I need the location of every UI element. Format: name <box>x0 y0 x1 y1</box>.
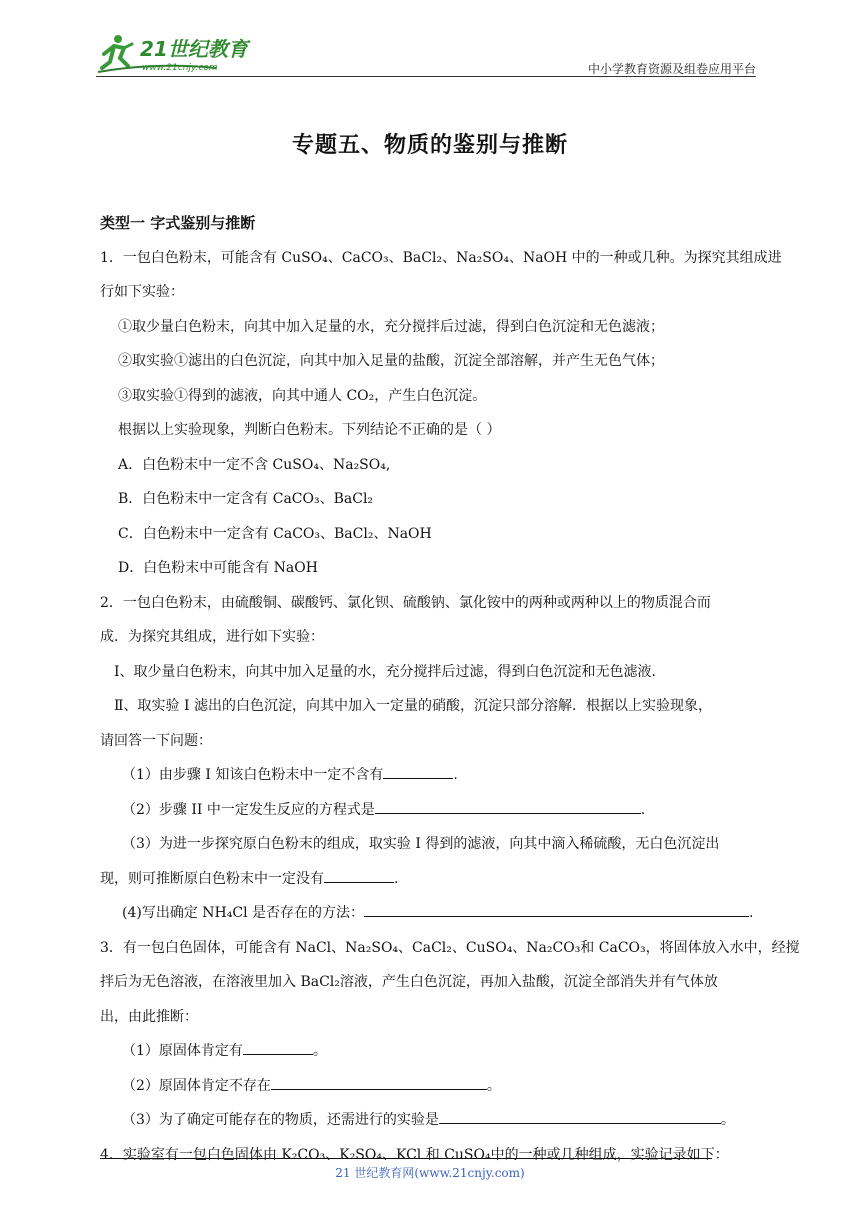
svg-text:www.21cnjy.com: www.21cnjy.com <box>142 63 218 73</box>
header-platform-text: 中小学教育资源及组卷应用平台 <box>587 62 756 76</box>
q2-part3-line2: 现，则可推断原白色粉末中一定没有 . <box>100 862 765 897</box>
answer-blank[interactable] <box>439 1109 721 1124</box>
q1-step2: ②取实验①滤出的白色沉淀，向其中加入足量的盐酸，沉淀全部溶解，并产生无色气体； <box>118 353 664 369</box>
q2-step2-line1: Ⅱ、取实验 I 滤出的白色沉淀，向其中加入一定量的硝酸，沉淀只部分溶解．根据以上实验现象， <box>114 698 712 714</box>
q2-part4: (4)写出确定 NH₄Cl 是否存在的方法： . <box>100 896 765 931</box>
q1-option-a: A．白色粉末中一定不含 CuSO₄、Na₂SO₄, <box>118 456 391 473</box>
section-title: 类型一 字式鉴别与推断 <box>100 214 256 232</box>
answer-blank[interactable] <box>375 799 641 814</box>
q1-stem-line2: 行如下实验： <box>100 284 184 300</box>
answer-blank[interactable] <box>271 1075 487 1090</box>
q1-step3: ③取实验①得到的滤液，向其中通人 CO₂，产生白色沉淀。 <box>118 387 487 404</box>
q2-step2-line2: 请回答一下问题： <box>100 732 212 749</box>
q2-part3-line1: （3）为进一步探究原白色粉末的组成，取实验 I 得到的滤液，向其中滴入稀硫酸，无白色沉淀出 <box>122 836 720 852</box>
q2-stem-line1: 2．一包白色粉末，由硫酸铜、碳酸钙、氯化钡、硫酸钠、氯化铵中的两种或两种以上的物质混合而 <box>100 594 711 611</box>
answer-blank[interactable] <box>383 764 453 779</box>
document-title: 专题五、物质的鉴别与推断 <box>291 132 568 158</box>
document-body <box>100 206 800 1172</box>
q4-stem-line1: 4．实验室有一包白色固体由 K₂CO₃、K₂SO₄、KCl 和 CuSO₄中的一种或几种组成，实验记录如下： <box>100 1146 729 1163</box>
q1-option-b: B．白色粉末中一定含有 CaCO₃、BaCl₂ <box>118 491 374 507</box>
q3-part1: （1）原固体肯定有 。 <box>100 1034 765 1069</box>
q3-part2: （2）原固体肯定不存在 。 <box>100 1069 765 1104</box>
q2-part1: （1）由步骤 I 知该白色粉末中一定不含有 . <box>100 758 765 793</box>
q2-stem-line2: 成．为探究其组成，进行如下实验： <box>100 629 324 645</box>
q1-step1: ①取少量白色粉末，向其中加入足量的水，充分搅拌后过滤，得到白色沉淀和无色滤液； <box>118 318 664 335</box>
q2-part2: （2）步骤 II 中一定发生反应的方程式是 . <box>100 793 765 828</box>
q3-stem-line3: 出，由此推断： <box>100 1008 198 1025</box>
page-header <box>96 28 756 78</box>
q1-option-c: C．白色粉末中一定含有 CaCO₃、BaCl₂、NaOH <box>118 525 432 542</box>
q1-question: 根据以上实验现象，判断白色粉末。下列结论不正确的是（ ） <box>118 422 501 438</box>
svg-text:21世纪教育: 21世纪教育 <box>140 37 248 61</box>
q2-step1: Ⅰ、取少量白色粉末，向其中加入足量的水，充分搅拌后过滤，得到白色沉淀和无色滤液． <box>114 663 666 680</box>
q1-stem-line1: 1．一包白色粉末，可能含有 CuSO₄、CaCO₃、BaCl₂、Na₂SO₄、NaOH 中的一种或几种。为探究其组成进 <box>100 249 782 266</box>
q3-part3: （3）为了确定可能存在的物质，还需进行的实验是 。 <box>100 1103 765 1138</box>
q3-stem-line2: 拌后为无色溶液，在溶液里加入 BaCl₂溶液，产生白色沉淀，再加入盐酸，沉淀全部消失并有气体放 <box>100 974 718 990</box>
header-divider <box>96 76 756 77</box>
q1-option-d: D．白色粉末中可能含有 NaOH <box>118 560 318 576</box>
answer-blank[interactable] <box>243 1040 313 1055</box>
21cnjy-logo <box>96 32 266 76</box>
footer-divider <box>100 1158 712 1159</box>
q3-stem-line1: 3．有一包白色固体，可能含有 NaCl、Na₂SO₄、CaCl₂、CuSO₄、Na₂CO₃和 CaCO₃，将固体放入水中，经搅 <box>100 939 800 956</box>
page-footer[interactable]: 21 世纪教育网(www.21cnjy.com) <box>335 1166 525 1180</box>
answer-blank[interactable] <box>324 868 394 883</box>
answer-blank[interactable] <box>364 902 749 917</box>
